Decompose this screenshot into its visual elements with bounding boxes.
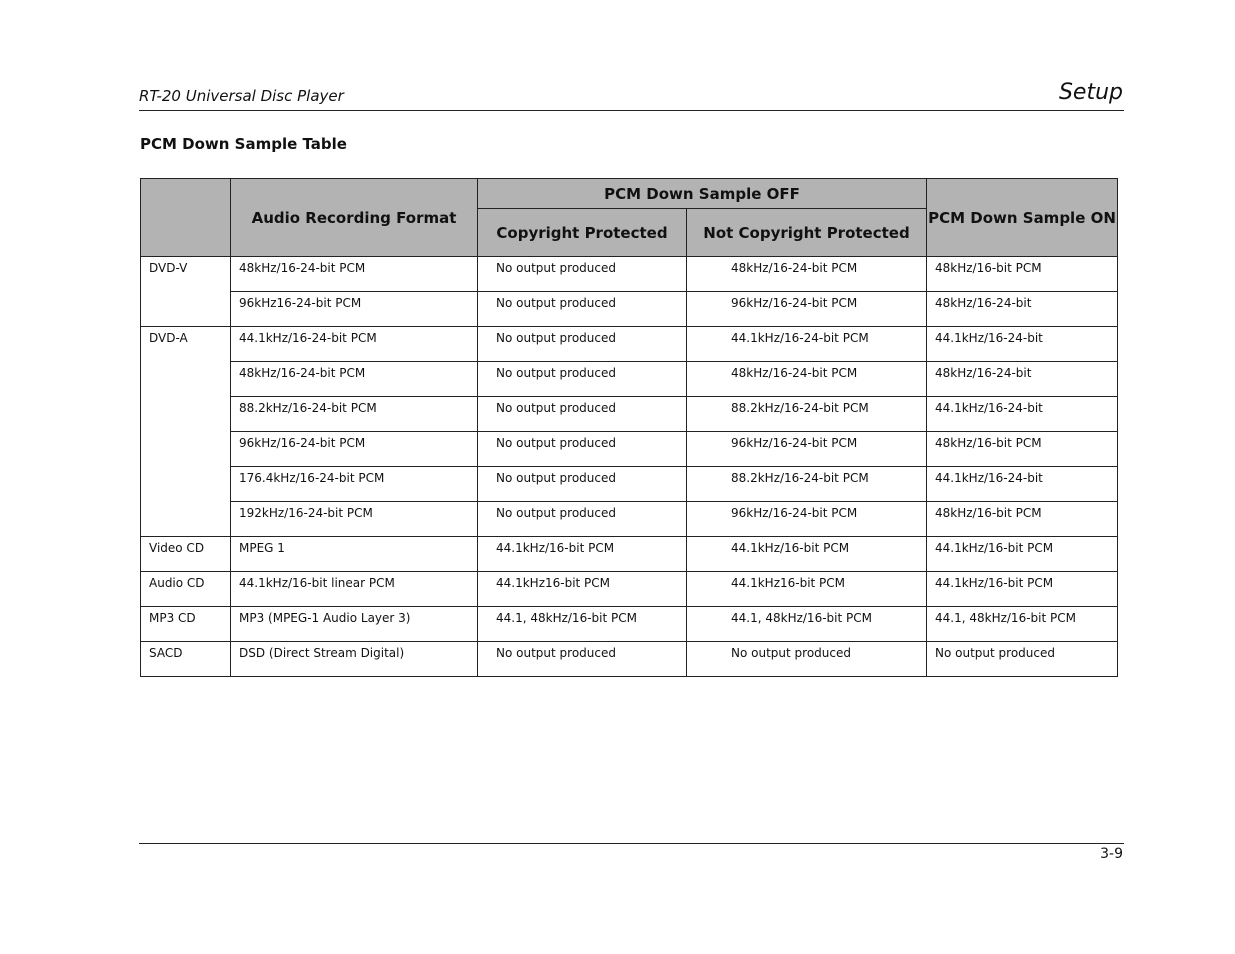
copyright-protected-cell: No output produced bbox=[478, 327, 687, 362]
table-row bbox=[141, 537, 1118, 572]
table-row bbox=[141, 397, 1118, 432]
down-sample-on-cell: 44.1kHz/16-bit PCM bbox=[927, 572, 1118, 607]
down-sample-on-cell: 44.1kHz/16-24-bit bbox=[927, 397, 1118, 432]
not-copyright-protected-cell: 48kHz/16-24-bit PCM bbox=[687, 362, 927, 397]
disc-type-cell: Video CD bbox=[141, 537, 231, 572]
header-not-copyright-protected: Not Copyright Protected bbox=[687, 209, 927, 257]
pcm-down-sample-table bbox=[140, 178, 1118, 677]
recording-format-cell: MPEG 1 bbox=[231, 537, 478, 572]
recording-format-cell: 48kHz/16-24-bit PCM bbox=[231, 257, 478, 292]
copyright-protected-cell: No output produced bbox=[478, 502, 687, 537]
copyright-protected-cell: No output produced bbox=[478, 642, 687, 677]
header-audio-recording-format: Audio Recording Format bbox=[231, 179, 478, 257]
down-sample-on-cell: 48kHz/16-24-bit bbox=[927, 292, 1118, 327]
down-sample-on-cell: 44.1kHz/16-24-bit bbox=[927, 327, 1118, 362]
recording-format-cell: 96kHz16-24-bit PCM bbox=[231, 292, 478, 327]
chapter-title: Setup bbox=[1058, 80, 1123, 105]
copyright-protected-cell: No output produced bbox=[478, 257, 687, 292]
down-sample-on-cell: 44.1, 48kHz/16-bit PCM bbox=[927, 607, 1118, 642]
header-disc-type bbox=[141, 179, 231, 257]
table-row bbox=[141, 607, 1118, 642]
header-rule bbox=[139, 110, 1124, 111]
disc-type-cell: SACD bbox=[141, 642, 231, 677]
down-sample-on-cell: No output produced bbox=[927, 642, 1118, 677]
recording-format-cell: 192kHz/16-24-bit PCM bbox=[231, 502, 478, 537]
recording-format-cell: 48kHz/16-24-bit PCM bbox=[231, 362, 478, 397]
recording-format-cell: 88.2kHz/16-24-bit PCM bbox=[231, 397, 478, 432]
page-number: 3-9 bbox=[1100, 846, 1123, 862]
recording-format-cell: 96kHz/16-24-bit PCM bbox=[231, 432, 478, 467]
table-row bbox=[141, 292, 1118, 327]
disc-type-cell: MP3 CD bbox=[141, 607, 231, 642]
copyright-protected-cell: No output produced bbox=[478, 397, 687, 432]
table-row bbox=[141, 642, 1118, 677]
header-copyright-protected: Copyright Protected bbox=[478, 209, 687, 257]
not-copyright-protected-cell: 44.1kHz/16-24-bit PCM bbox=[687, 327, 927, 362]
down-sample-on-cell: 48kHz/16-bit PCM bbox=[927, 502, 1118, 537]
down-sample-on-cell: 48kHz/16-bit PCM bbox=[927, 257, 1118, 292]
down-sample-on-cell: 48kHz/16-24-bit bbox=[927, 362, 1118, 397]
header-pcm-down-sample-off: PCM Down Sample OFF bbox=[478, 179, 927, 209]
header-pcm-down-sample-on: PCM Down Sample ON bbox=[927, 179, 1118, 257]
copyright-protected-cell: No output produced bbox=[478, 432, 687, 467]
table-row bbox=[141, 257, 1118, 292]
recording-format-cell: MP3 (MPEG-1 Audio Layer 3) bbox=[231, 607, 478, 642]
down-sample-on-cell: 48kHz/16-bit PCM bbox=[927, 432, 1118, 467]
copyright-protected-cell: 44.1kHz/16-bit PCM bbox=[478, 537, 687, 572]
down-sample-on-cell: 44.1kHz/16-bit PCM bbox=[927, 537, 1118, 572]
not-copyright-protected-cell: 44.1kHz16-bit PCM bbox=[687, 572, 927, 607]
table-body bbox=[141, 257, 1118, 677]
section-title: PCM Down Sample Table bbox=[140, 135, 347, 153]
not-copyright-protected-cell: 96kHz/16-24-bit PCM bbox=[687, 292, 927, 327]
recording-format-cell: 44.1kHz/16-24-bit PCM bbox=[231, 327, 478, 362]
document-title: RT-20 Universal Disc Player bbox=[139, 87, 344, 105]
copyright-protected-cell: No output produced bbox=[478, 467, 687, 502]
not-copyright-protected-cell: 96kHz/16-24-bit PCM bbox=[687, 432, 927, 467]
copyright-protected-cell: 44.1kHz16-bit PCM bbox=[478, 572, 687, 607]
recording-format-cell: 44.1kHz/16-bit linear PCM bbox=[231, 572, 478, 607]
copyright-protected-cell: No output produced bbox=[478, 292, 687, 327]
copyright-protected-cell: 44.1, 48kHz/16-bit PCM bbox=[478, 607, 687, 642]
not-copyright-protected-cell: 88.2kHz/16-24-bit PCM bbox=[687, 397, 927, 432]
copyright-protected-cell: No output produced bbox=[478, 362, 687, 397]
not-copyright-protected-cell: 44.1kHz/16-bit PCM bbox=[687, 537, 927, 572]
not-copyright-protected-cell: No output produced bbox=[687, 642, 927, 677]
down-sample-on-cell: 44.1kHz/16-24-bit bbox=[927, 467, 1118, 502]
not-copyright-protected-cell: 88.2kHz/16-24-bit PCM bbox=[687, 467, 927, 502]
table-row bbox=[141, 467, 1118, 502]
disc-type-cell: DVD-V bbox=[141, 257, 231, 327]
recording-format-cell: DSD (Direct Stream Digital) bbox=[231, 642, 478, 677]
table-row bbox=[141, 572, 1118, 607]
table-row bbox=[141, 362, 1118, 397]
not-copyright-protected-cell: 96kHz/16-24-bit PCM bbox=[687, 502, 927, 537]
footer-rule bbox=[139, 843, 1124, 844]
disc-type-cell: DVD-A bbox=[141, 327, 231, 537]
table-row bbox=[141, 502, 1118, 537]
table-row bbox=[141, 432, 1118, 467]
table-row bbox=[141, 327, 1118, 362]
not-copyright-protected-cell: 44.1, 48kHz/16-bit PCM bbox=[687, 607, 927, 642]
recording-format-cell: 176.4kHz/16-24-bit PCM bbox=[231, 467, 478, 502]
disc-type-cell: Audio CD bbox=[141, 572, 231, 607]
not-copyright-protected-cell: 48kHz/16-24-bit PCM bbox=[687, 257, 927, 292]
